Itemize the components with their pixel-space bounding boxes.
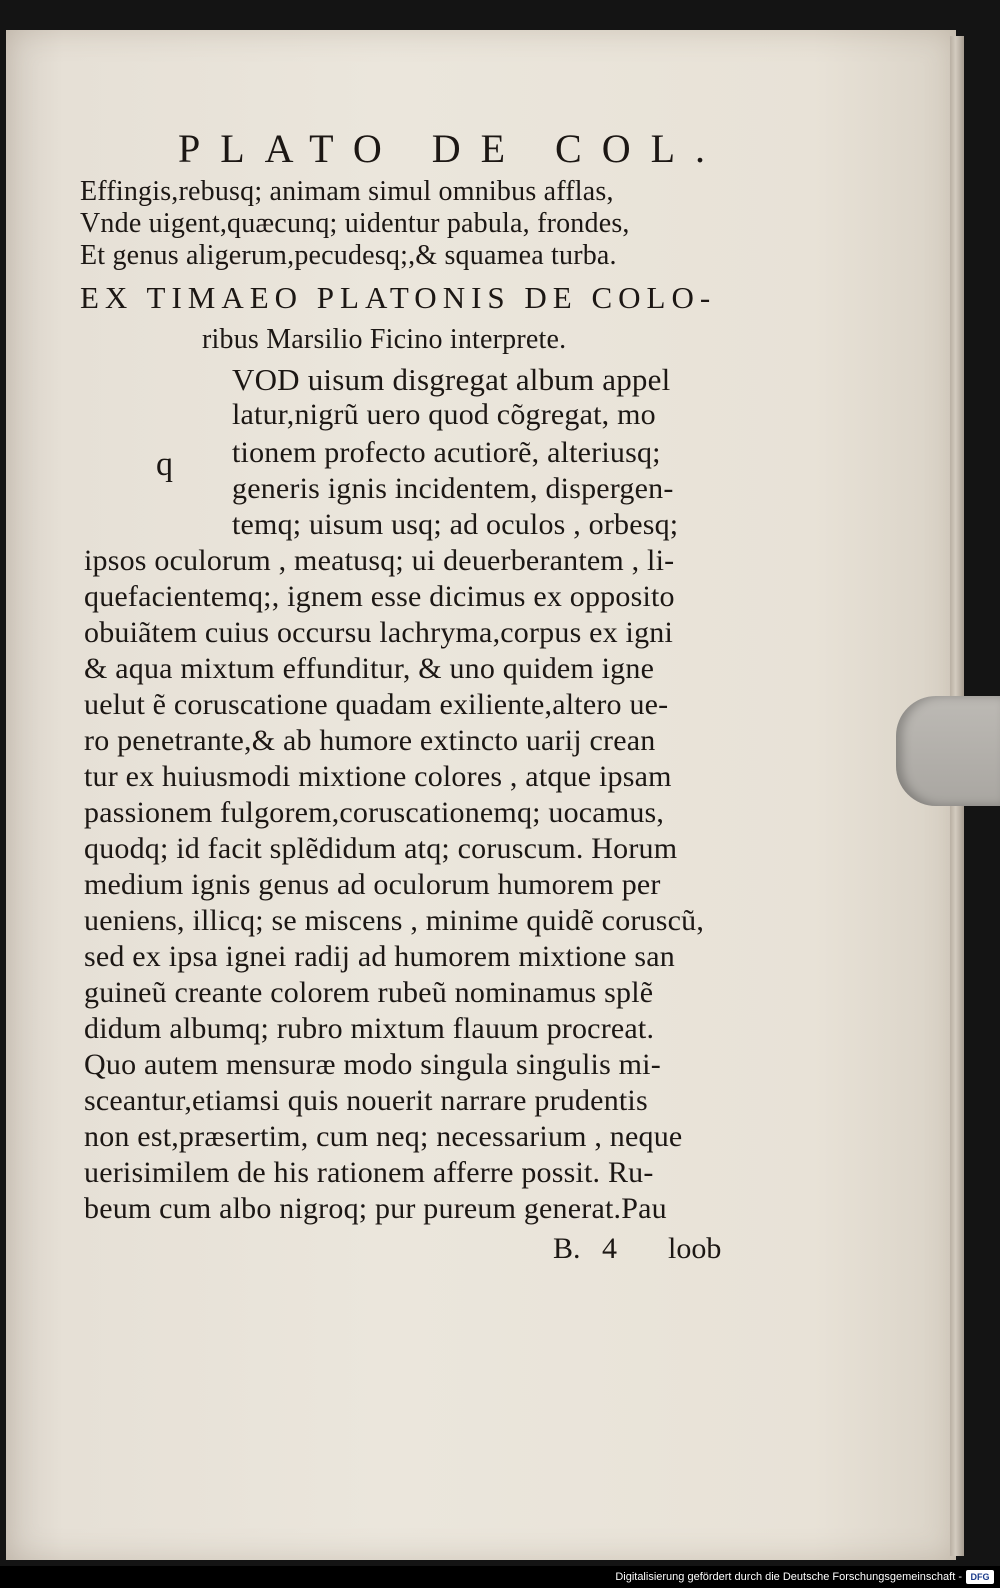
body-line: obuiãtem cuius occursu lachryma,corpus ex igni [84, 616, 674, 649]
body-line: quefacientemq;, ignem esse dicimus ex opposito [84, 580, 675, 613]
body-line: sed ex ipsa ignei radij ad humorem mixtione san [84, 940, 675, 973]
body-line: ro penetrante,& ab humore extincto uarij crean [84, 724, 656, 757]
section-heading: EX TIMAEO PLATONIS DE COLO- [80, 280, 717, 315]
body-line: non est,præsertim, cum neq; necessarium , neque [84, 1120, 683, 1153]
body-line: & aqua mixtum effunditur, & uno quidem igne [84, 652, 655, 685]
verse-line: Effingis,rebusq; animam simul omnibus afflas, [80, 176, 614, 207]
body-line: quodq; id facit splẽdidum atq; coruscum. Horum [84, 832, 678, 865]
body-line: guineũ creante colorem rubeũ nominamus splẽ [84, 976, 654, 1009]
initial-guide-letter: q [156, 446, 173, 483]
catchword: loob [668, 1232, 722, 1265]
body-line: sceantur,etiamsi quis nouerit narrare prudentis [84, 1084, 648, 1117]
signature-mark: B. [553, 1232, 581, 1265]
body-line: uerisimilem de his rationem afferre possit. Ru- [84, 1156, 654, 1189]
body-line: beum cum albo nigroq; pur pureum generat.Pau [84, 1192, 667, 1225]
body-line: didum albumq; rubro mixtum flauum procreat. [84, 1012, 655, 1045]
body-line: temq; uisum usq; ad oculos , orbesq; [232, 508, 679, 541]
verse-line: Et genus aligerum,pecudesq;,& squamea turba. [80, 240, 617, 271]
body-line: generis ignis incidentem, dispergen- [232, 472, 674, 505]
body-line: latur,nigrũ uero quod cõgregat, mo [232, 398, 656, 431]
section-heading-subline: ribus Marsilio Ficino interprete. [202, 324, 567, 355]
verse-line: Vnde uigent,quæcunq; uidentur pabula, frondes, [80, 208, 630, 239]
running-head: PLATO DE COL. [178, 126, 726, 171]
body-line: ipsos oculorum , meatusq; ui deuerberantem , li- [84, 544, 675, 577]
body-line: tur ex huiusmodi mixtione colores , atque ipsam [84, 760, 672, 793]
body-line: VOD uisum disgregat album appel [232, 362, 671, 397]
dfg-logo-icon: DFG [966, 1570, 994, 1584]
body-line: Quo autem mensuræ modo singula singulis mi- [84, 1048, 661, 1081]
body-line: ueniens, illicq; se miscens , minime quidẽ coruscũ, [84, 904, 705, 937]
signature-number: 4 [602, 1232, 617, 1265]
body-line: uelut ẽ coruscatione quadam exiliente,altero ue- [84, 688, 669, 721]
body-line: passionem fulgorem,coruscationemq; uocamus, [84, 796, 665, 829]
body-line: tionem profecto acutiorẽ, alteriusq; [232, 436, 661, 469]
body-line: medium ignis genus ad oculorum humorem per [84, 868, 661, 901]
funding-credit: Digitalisierung gefördert durch die Deutsche Forschungsgemeinschaft - [615, 1571, 962, 1583]
